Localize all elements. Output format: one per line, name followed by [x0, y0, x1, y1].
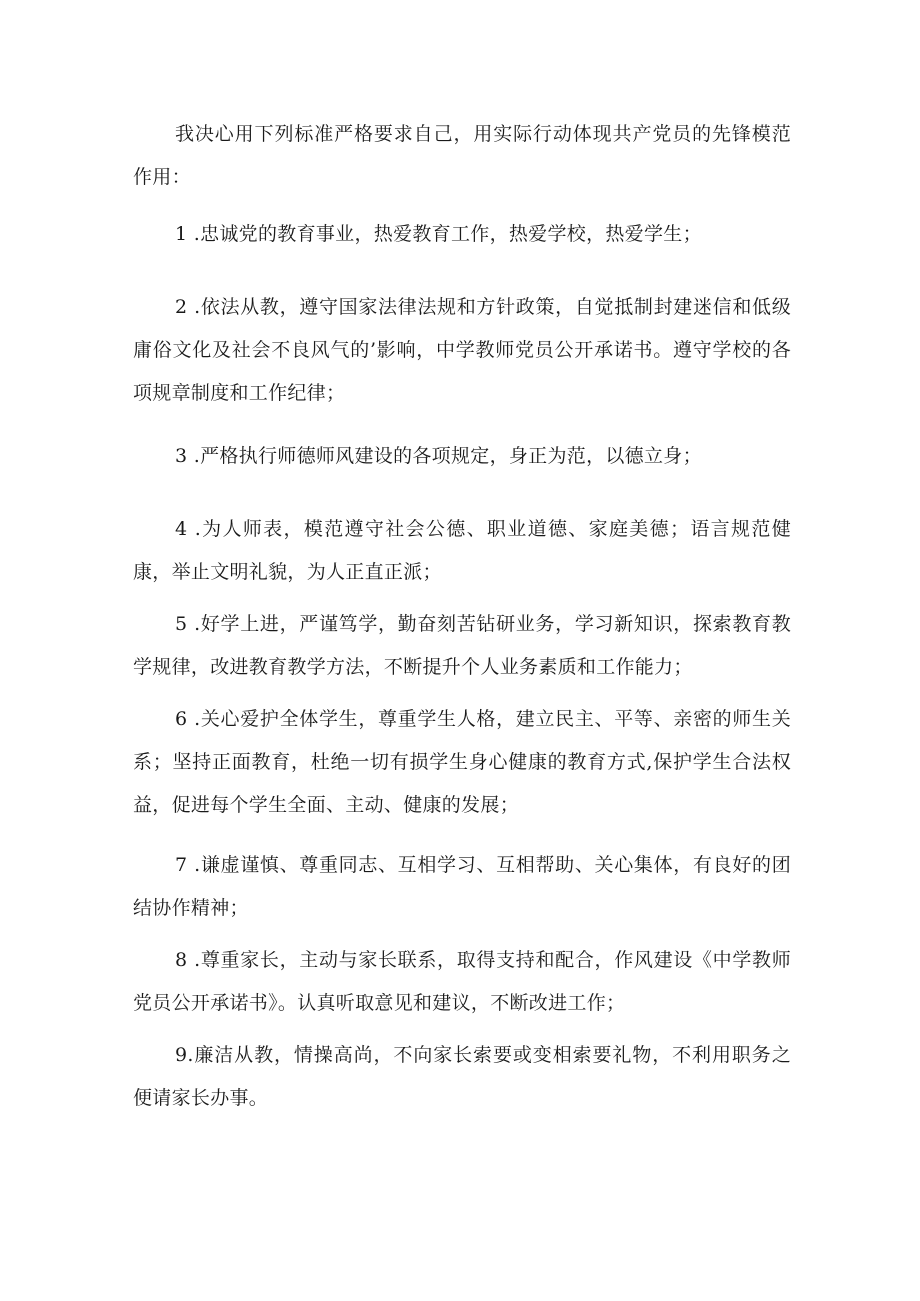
pledge-item-1: 1 .忠诚党的教育事业，热爱教育工作，热爱学校，热爱学生；	[175, 223, 702, 245]
pledge-item-2: 2 .依法从教，遵守国家法律法规和方针政策，自觉抵制封建迷信和低级庸俗文化及社会不良风气的’影响，中学教师党员公开承诺书。遵守学校的各项规章制度和工作纪律；	[133, 296, 791, 404]
intro-paragraph: 我决心用下列标准严格要求自己，用实际行动体现共产党员的先锋模范作用：	[133, 123, 791, 188]
pledge-item-7: 7 .谦虚谨慎、尊重同志、互相学习、互相帮助、关心集体，有良好的团结协作精神；	[133, 854, 791, 919]
pledge-item-9: 9.廉洁从教，情操高尚，不向家长索要或变相索要礼物，不利用职务之便请家长办事。	[133, 1044, 791, 1109]
pledge-item-8: 8 .尊重家长，主动与家长联系，取得支持和配合，作风建设《中学教师党员公开承诺书》。认真听取意见和建议，不断改进工作；	[133, 949, 791, 1014]
pledge-item-4: 4 .为人师表，模范遵守社会公德、职业道德、家庭美德；语言规范健康，举止文明礼貌，为人正直正派；	[133, 518, 791, 583]
pledge-item-3: 3 .严格执行师德师风建设的各项规定，身正为范，以德立身；	[175, 445, 702, 467]
pledge-item-5: 5 .好学上进，严谨笃学，勤奋刻苦钻研业务，学习新知识，探索教育教学规律，改进教育教学方法，不断提升个人业务素质和工作能力；	[133, 613, 791, 678]
pledge-item-6: 6 .关心爱护全体学生，尊重学生人格，建立民主、平等、亲密的师生关系；坚持正面教育，杜绝一切有损学生身心健康的教育方式,保护学生合法权益，促进每个学生全面、主动、健康的发展；	[133, 708, 791, 816]
